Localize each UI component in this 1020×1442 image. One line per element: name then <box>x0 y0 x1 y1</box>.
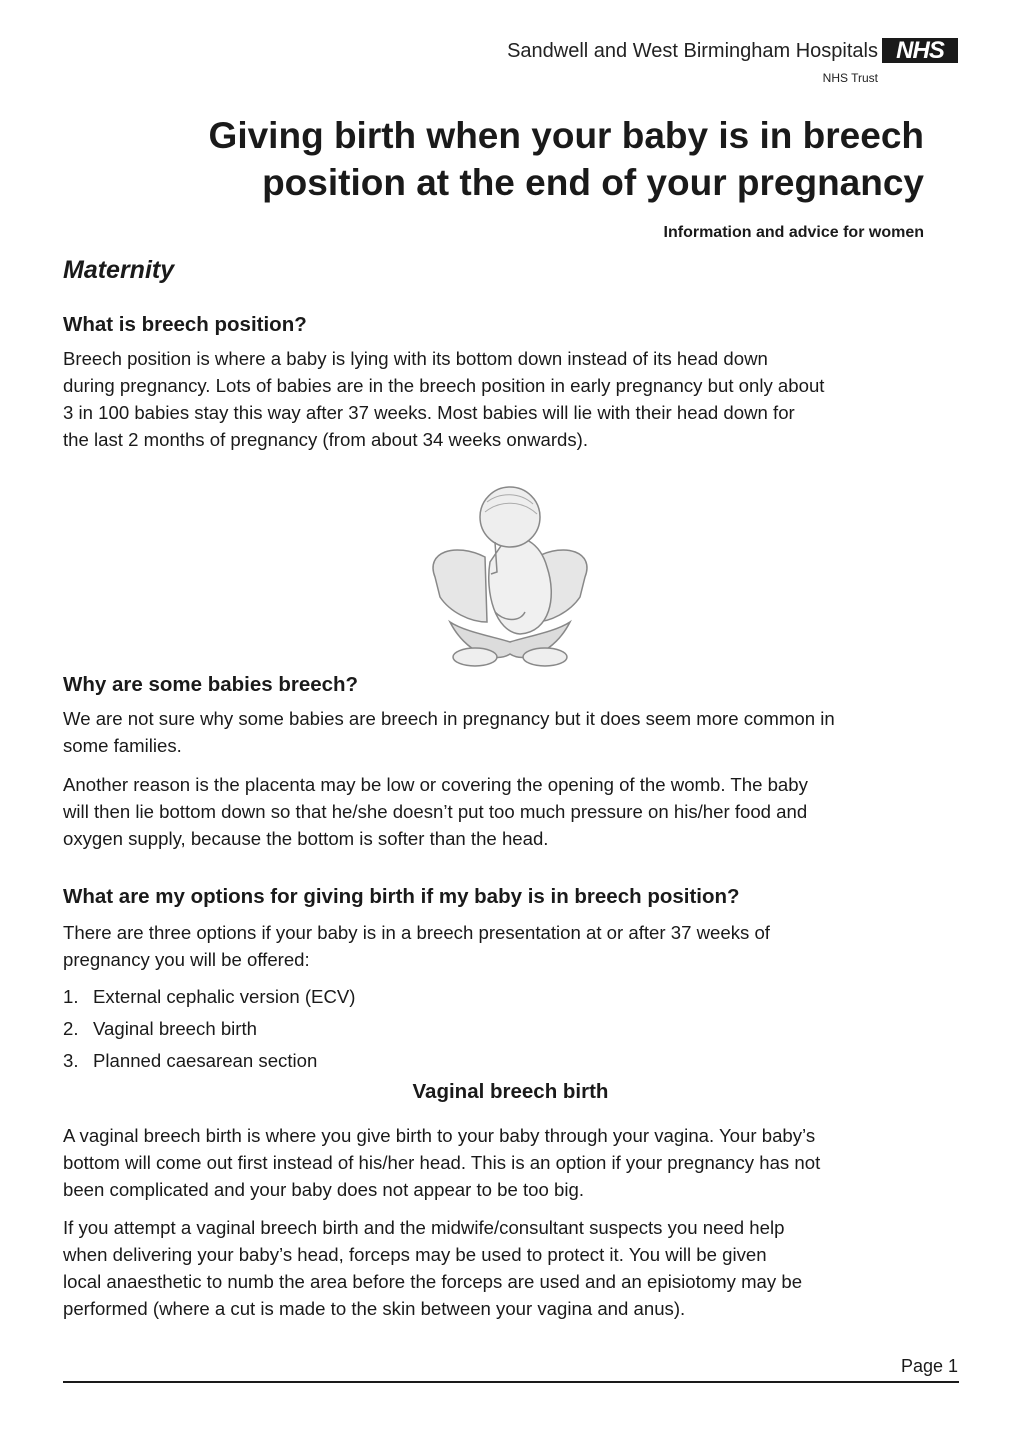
text-line: There are three options if your baby is in a breech presentation at or after 37 weeks of <box>63 922 770 943</box>
text-line: 3 in 100 babies stay this way after 37 weeks. Most babies will lie with their head down for <box>63 402 795 423</box>
text-line: pregnancy you will be offered: <box>63 949 310 970</box>
text-line: will then lie bottom down so that he/she doesn’t put too much pressure on his/her food and <box>63 801 808 822</box>
text-line: the last 2 months of pregnancy (from about 34 weeks onwards). <box>63 429 589 450</box>
list-text: Vaginal breech birth <box>93 1018 258 1039</box>
heading-why-breech: Why are some babies breech? <box>63 673 359 696</box>
paragraph <box>63 919 963 973</box>
text-line: We are not sure why some babies are breech in pregnancy but it does seem more common in <box>63 708 835 729</box>
text-line: performed (where a cut is made to the skin between your vagina and anus). <box>63 1298 686 1319</box>
page-title <box>100 112 924 206</box>
breech-baby-illustration <box>425 482 595 668</box>
text-line: bottom will come out first instead of his/her head. This is an option if your pregnancy has not <box>63 1152 821 1173</box>
organisation-name: Sandwell and West Birmingham Hospitals <box>507 40 878 62</box>
list-number: 1. <box>63 986 79 1007</box>
text-line: Breech position is where a baby is lying with its bottom down instead of its head down <box>63 348 768 369</box>
text-line: oxygen supply, because the bottom is softer than the head. <box>63 828 549 849</box>
paragraph <box>63 771 963 852</box>
heading-options: What are my options for giving birth if my baby is in breech position? <box>63 885 740 908</box>
list-text: External cephalic version (ECV) <box>93 986 356 1007</box>
section-label: Maternity <box>63 256 175 284</box>
trust-name: NHS Trust <box>822 71 878 85</box>
footer-divider <box>63 1381 959 1383</box>
subheading-vaginal-breech: Vaginal breech birth <box>412 1080 609 1103</box>
text-line: when delivering your baby’s head, forceps may be used to protect it. You will be given <box>63 1244 767 1265</box>
list-item <box>63 985 355 1017</box>
page-number: Page 1 <box>900 1356 958 1376</box>
options-list <box>63 985 355 1081</box>
list-item <box>63 1017 355 1049</box>
list-item <box>63 1049 355 1081</box>
paragraph <box>63 705 963 759</box>
text-line: A vaginal breech birth is where you give birth to your baby through your vagina. Your baby’s <box>63 1125 816 1146</box>
paragraph <box>63 1122 963 1203</box>
list-number: 3. <box>63 1050 79 1071</box>
nhs-logo: NHS <box>882 38 958 63</box>
text-line: some families. <box>63 735 182 756</box>
list-text: Planned caesarean section <box>93 1050 318 1071</box>
text-line: Another reason is the placenta may be low or covering the opening of the womb. The baby <box>63 774 808 795</box>
text-line: local anaesthetic to numb the area before the forceps are used and an episiotomy may be <box>63 1271 803 1292</box>
paragraph <box>63 1214 963 1322</box>
title-line: position at the end of your pregnancy <box>262 162 924 203</box>
text-line: during pregnancy. Lots of babies are in the breech position in early pregnancy but only about <box>63 375 825 396</box>
text-line: been complicated and your baby does not appear to be too big. <box>63 1179 584 1200</box>
paragraph <box>63 345 963 453</box>
list-number: 2. <box>63 1018 79 1039</box>
subtitle: Information and advice for women <box>663 224 924 241</box>
text-line: If you attempt a vaginal breech birth and the midwife/consultant suspects you need help <box>63 1217 785 1238</box>
title-line: Giving birth when your baby is in breech <box>208 115 924 156</box>
heading-what-is-breech: What is breech position? <box>63 313 307 336</box>
